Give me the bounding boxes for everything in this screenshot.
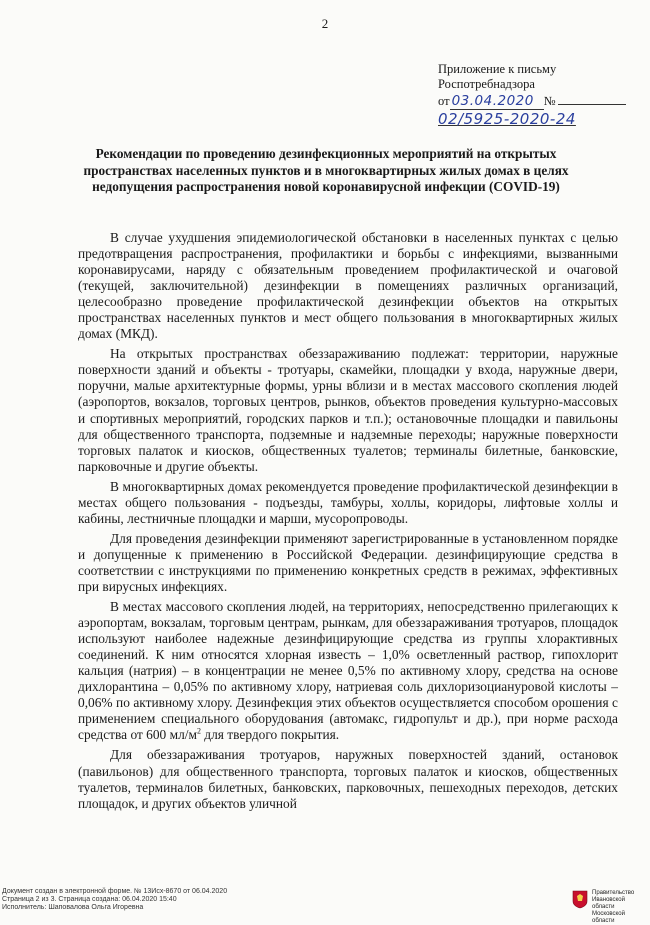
handwritten-date: 03.04.2020 [450, 94, 544, 110]
footer-line-2: Страница 2 из 3. Страница создана: 06.04.2020 15:40 [2, 896, 177, 903]
appendix-line-1: Приложение к письму [438, 62, 557, 76]
paragraph-1: В случае ухудшения эпидемиологической обстановки в населенных пунктах с целью предотвращения распространения, профилактики и борьбы с инфекциями, вызванными коронавирусами, наряду с обязательным проведением профилактической и очаговой (текущей, заключительной) дезинфекции в помещениях различных организаций, целесообразно проведение профилактической дезинфекции объектов на открытых пространствах населенных пунктов и мест общего пользования в многоквартирных жилых домах (МКД). [78, 230, 618, 342]
government-name: Правительство Ивановской области Московской области [592, 890, 635, 924]
paragraph-4: Для проведения дезинфекции применяют зарегистрированные в установленном порядке и допущенные к применению в Российской Федерации. дезинфицирующие средства в соответствии с инструкциями по применению конкретных средств в режимах, эффективных при вирусных инфекциях. [78, 530, 618, 594]
footer [0, 880, 650, 924]
document-body [78, 230, 618, 812]
paragraph-5-tail: для твердого покрытия. [200, 727, 340, 743]
number-label: № [543, 94, 556, 108]
appendix-block [438, 62, 626, 110]
coat-of-arms-icon [572, 890, 588, 909]
footer-line-3: Исполнитель: Шаповалова Ольга Игоревна [2, 904, 144, 911]
appendix-date-line [438, 92, 626, 110]
footer-stamp-text [2, 888, 227, 912]
paragraph-2: На открытых пространствах обеззараживанию подлежат: территории, наружные поверхности зданий и объекты - тротуары, скамейки, площадки у входа, наружные двери, поручни, малые архитектурные формы, урны вблизи и в местах массового скопления людей (аэропортов, вокзалов, торговых центров, рынков, объектов проведения культурно-массовых и спортивных мероприятий, городских парков и т.п.); остановочные площадки и павильоны для общественного транспорта, подземные и надземные переходы; наружные поверхности торговых палаток и киосков, общественных туалетов; терминалы билетные, банковские, парковочные и другие объекты. [78, 346, 618, 474]
number-blank [558, 92, 626, 105]
page-number: 2 [321, 16, 329, 31]
government-logo [572, 890, 644, 925]
superscript-2: 2 [196, 726, 201, 736]
paragraph-3: В многоквартирных домах рекомендуется проведение профилактической дезинфекции в местах общего пользования - подъезды, тамбуры, холлы, коридоры, лифтовые холлы и кабины, лестничные площадки и марши, мусоропроводы. [78, 478, 618, 526]
document-title: Рекомендации по проведению дезинфекционных мероприятий на открытых пространствах населенных пунктов и в многоквартирных жилых домах в целях недопущения распространения новой коронавирусной инфекции (COVID-19) [83, 146, 569, 194]
appendix-line-2: Роспотребнадзора [438, 77, 535, 91]
footer-line-1: Документ создан в электронной форме. № 13Исх-8670 от 06.04.2020 [2, 888, 228, 895]
paragraph-6: Для обеззараживания тротуаров, наружных поверхностей зданий, остановок (павильонов) для общественного транспорта, торговых палаток и киосков, общественных туалетов, терминалов билетных, банковских, парковочных, пешеходных переходов, детских площадок, и других объектов уличной [78, 747, 618, 811]
paragraph-5-text: В местах массового скопления людей, на территориях, непосредственно прилегающих к аэропортам, вокзалам, торговым центрам, рынкам, для обеззараживания тротуаров, площадок используют наиболее надежные дезинфицирующие средства из группы хлорактивных соединений. К ним относятся хлорная известь – 1,0% осветленный раствор, гипохлорит кальция (натрия) – в концентрации не менее 0,5% по активному хлору, средства на основе дихлорантина – 0,05% по активному хлору, натриевая соль дихлоризоциануровой кислоты – 0,06% по активному хлору. Дезинфекция этих объектов осуществляется способом орошения с применением специального оборудования (автомакс, гидропульт и др.), при норме расхода средства от 600 мл/м [78, 599, 618, 743]
handwritten-reg-number: 02/5925-2020-24 [438, 110, 576, 128]
paragraph-5 [78, 599, 618, 743]
date-prefix: от [438, 94, 450, 108]
